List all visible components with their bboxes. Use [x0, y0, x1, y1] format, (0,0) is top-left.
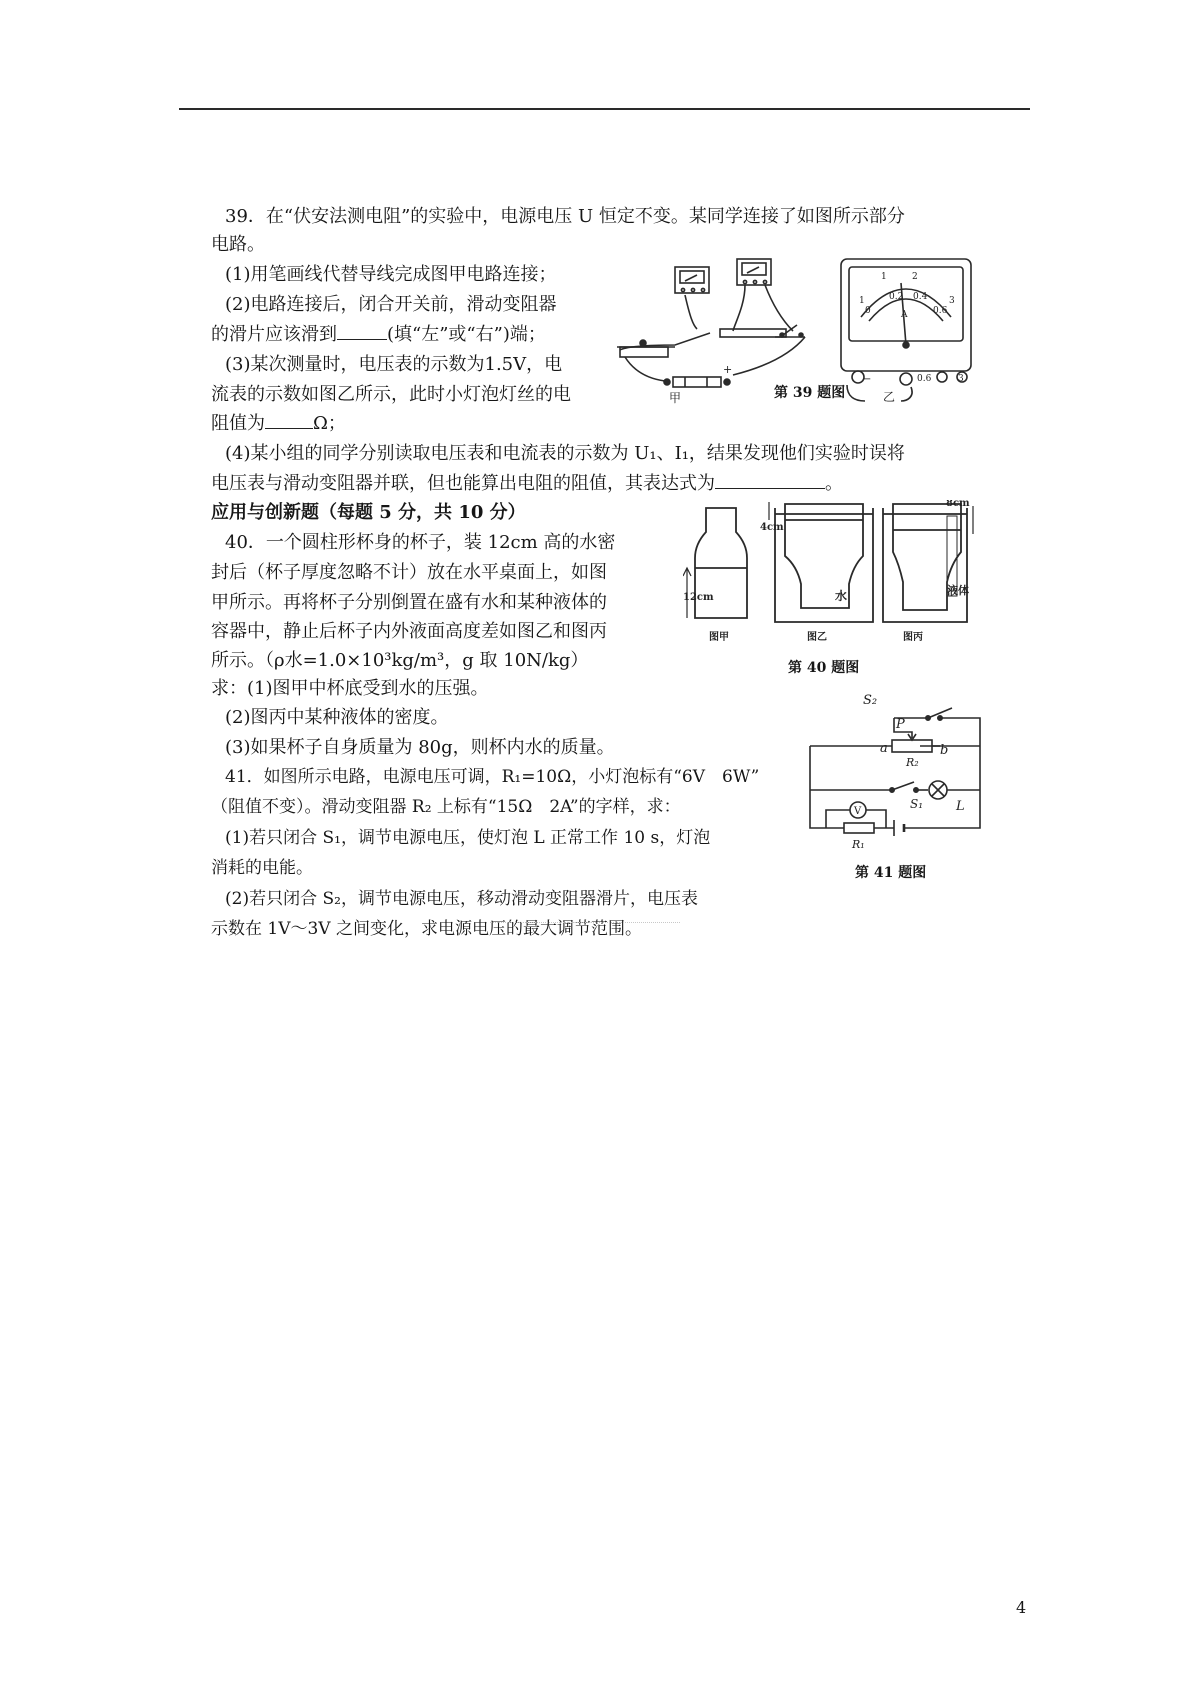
q40-line-4: 容器中，静止后杯子内外液面高度差如图乙和图丙 [211, 621, 607, 642]
figure-39-label-jia: 甲 [669, 391, 682, 405]
figure-39-label-yi: 乙 [883, 390, 896, 404]
q39-part-2b [211, 323, 546, 347]
q41-line-5: (2)若只闭合 S₂，调节电源电压，移动滑动变阻器滑片，电压表 [225, 889, 698, 909]
q39-part-1: (1)用笔画线代替导线完成图甲电路连接； [225, 264, 557, 285]
dial-top-scale-3: 3 [949, 296, 955, 306]
voltmeter-icon [675, 267, 709, 293]
dial-scale-06: 0.6 [933, 306, 948, 316]
dial-unit: A [901, 310, 908, 320]
q39-part-3b: 流表的示数如图乙所示，此时小灯泡灯丝的电 [211, 384, 571, 405]
terminal-minus: − [863, 374, 872, 385]
q40-line-1: 40．一个圆柱形杯身的杯子，装 12cm 高的水密 [225, 532, 616, 553]
q39-part-3c-text: 阻值为 [211, 413, 265, 434]
label-liquid: 液体 [947, 584, 969, 597]
q40-line-2: 封后（杯子厚度忽略不计）放在水平桌面上，如图 [211, 562, 607, 583]
figure-40 [683, 500, 975, 650]
q39-line-1: 39．在“伏安法测电阻”的实验中，电源电压 U 恒定不变。某同学连接了如图所示部分 [225, 206, 905, 227]
label-s2: S₂ [863, 693, 878, 708]
q39-part-4b-text: 电压表与滑动变阻器并联，但也能算出电阻的阻值，其表达式为 [211, 473, 715, 494]
answer-blank [337, 323, 387, 340]
label-l: L [956, 799, 965, 814]
dial-scale-04: 0.4 [913, 292, 928, 302]
label-fig-c: 图丙 [903, 632, 923, 643]
q39-part-2a: (2)电路连接后，闭合开关前，滑动变阻器 [225, 294, 557, 315]
figure-40-caption: 第 40 题图 [788, 660, 860, 676]
q39-part-4b [211, 472, 843, 496]
figure-41 [800, 688, 985, 856]
q39-part-3c [211, 412, 346, 436]
q39-part-3c-tail: Ω； [313, 413, 346, 434]
q40-line-5: 所示。（ρ水=1.0×10³kg/m³，g 取 10N/kg） [211, 650, 589, 671]
resistor-r1-icon [844, 823, 874, 833]
ammeter-icon [737, 259, 771, 285]
container-water-icon [769, 502, 873, 622]
ammeter-dial-icon [841, 259, 971, 401]
label-v: V [854, 806, 862, 817]
svg-text:+: + [723, 363, 733, 376]
answer-blank [265, 412, 313, 429]
q40-line-8: (3)如果杯子自身质量为 80g，则杯内水的质量。 [225, 737, 615, 758]
q39-part-3a: (3)某次测量时，电压表的示数为1.5V，电 [225, 354, 563, 375]
label-water: 水 [835, 589, 848, 603]
q40-line-7: (2)图丙中某种液体的密度。 [225, 707, 449, 728]
container-liquid-icon [883, 504, 973, 622]
dial-top-scale-1: 1 [859, 296, 865, 306]
page-number: 4 [1016, 1598, 1027, 1617]
height-12cm: 12cm [683, 592, 714, 603]
q40-line-6: 求：(1)图甲中杯底受到水的压强。 [211, 678, 489, 699]
battery-icon [894, 820, 904, 836]
section-title: 应用与创新题（每题 5 分，共 10 分） [211, 502, 526, 523]
q39-line-2: 电路。 [211, 234, 265, 255]
figure-39-caption: 第 39 题图 [774, 385, 846, 401]
label-r1: R₁ [852, 838, 865, 851]
label-r2: R₂ [906, 756, 919, 769]
dial-top-scale-1b: 1 [881, 272, 887, 282]
dial-top-scale-2: 2 [912, 272, 918, 282]
q41-line-2: （阻值不变）。滑动变阻器 R₂ 上标有“15Ω 2A”的字样，求： [211, 797, 681, 817]
q39-part-2b-tail: (填“左”或“右”)端； [387, 324, 546, 345]
q41-line-6: 示数在 1V～3V 之间变化，求电源电压的最大调节范围。 [211, 919, 642, 939]
dial-scale-02: 0.2 [889, 292, 904, 302]
faint-scan-mark [490, 922, 680, 923]
rheostat-icon [617, 329, 786, 357]
rheostat-r2-icon [848, 718, 940, 752]
figure-41-caption: 第 41 题图 [855, 865, 927, 881]
terminal-06: 0.6 [917, 374, 932, 384]
dial-scale-0: 0 [865, 306, 871, 316]
height-4cm: 4cm [760, 522, 784, 533]
q40-line-3: 甲所示。再将杯子分别倒置在盛有水和某种液体的 [211, 592, 607, 613]
battery-icon [664, 377, 730, 387]
switch-s1-icon [810, 782, 928, 792]
terminal-3: 3 [958, 374, 964, 384]
q39-part-2b-text: 的滑片应该滑到 [211, 324, 337, 345]
q39-part-4a: (4)某小组的同学分别读取电压表和电流表的示数为 U₁、I₁，结果发现他们实验时误将 [225, 443, 905, 464]
q41-line-3: (1)若只闭合 S₁，调节电源电压，使灯泡 L 正常工作 10 s，灯泡 [225, 828, 711, 848]
q41-line-4: 消耗的电能。 [211, 858, 313, 878]
label-p: P [896, 717, 905, 732]
label-fig-b: 图乙 [807, 632, 827, 643]
label-a: a [880, 741, 888, 756]
label-b: b [940, 743, 949, 758]
lamp-icon [929, 781, 980, 799]
height-8cm: 8cm [946, 500, 970, 509]
header-rule [179, 108, 1030, 110]
label-s1: S₁ [910, 797, 924, 811]
label-fig-a: 图甲 [709, 632, 729, 643]
q41-line-1: 41．如图所示电路，电源电压可调，R₁=10Ω，小灯泡标有“6V 6W” [225, 767, 760, 787]
answer-blank [715, 472, 825, 489]
q39-part-4b-tail: 。 [825, 473, 843, 494]
